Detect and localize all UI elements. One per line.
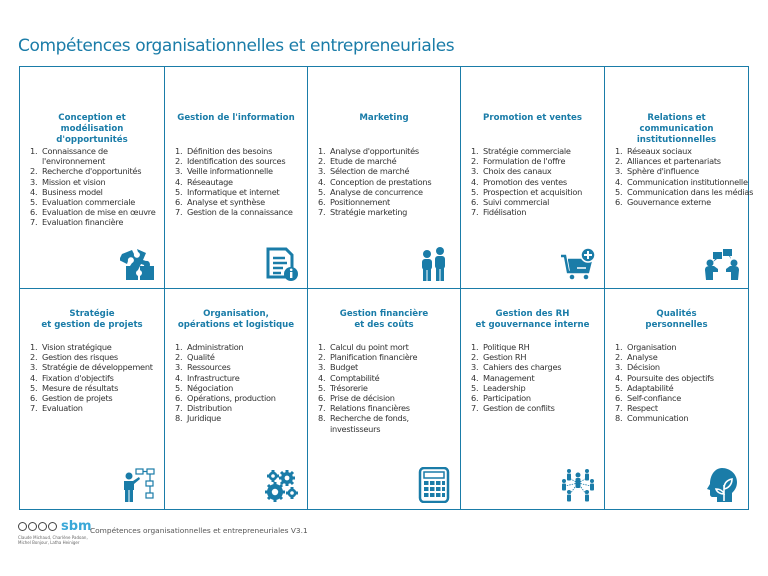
list-item: 4. Business model — [30, 186, 103, 197]
head-leaf-icon — [704, 467, 740, 503]
list-item: 6. Analyse et synthèse — [175, 197, 265, 208]
competence-list — [471, 146, 602, 217]
list-item: 2. Identification des sources — [175, 156, 286, 167]
competence-list — [615, 146, 754, 208]
card-title: Conception et modélisation d'opportunités — [56, 113, 128, 145]
list-item: 6. Self-confiance — [615, 393, 681, 404]
competence-list — [30, 146, 162, 228]
list-item: 5. Prospection et acquisition — [471, 186, 583, 197]
presenter-flowchart-icon — [120, 467, 156, 503]
list-item: 4. Management — [471, 372, 535, 383]
list-item: 1. Organisation — [615, 342, 677, 352]
list-item: 4. Poursuite des objectifs — [615, 372, 714, 383]
list-item: 7. Stratégie marketing — [318, 207, 408, 218]
competence-card — [461, 67, 605, 289]
list-item: 5. Adaptabilité — [615, 382, 674, 393]
list-item: 4. Promotion des ventes — [471, 176, 567, 187]
list-item: 6. Opérations, production — [175, 393, 276, 404]
authors: Claude Michaud, Charlène Padoan, Michel Bonjour, Latha Heiniger — [18, 535, 88, 545]
list-item: 8. Recherche de fonds, investisseurs — [318, 413, 409, 434]
card-title: Stratégie et gestion de projets — [41, 309, 143, 330]
list-item: 2. Formulation de l'offre — [471, 156, 566, 167]
list-item: 7. Respect — [615, 403, 658, 414]
competence-list — [318, 342, 458, 434]
list-item: 3. Décision — [615, 362, 660, 373]
calculator-icon — [416, 467, 452, 503]
list-item: 3. Veille informationnelle — [175, 166, 273, 177]
competence-list — [30, 342, 162, 413]
list-item: 2. Planification financière — [318, 352, 418, 363]
page-title: Compétences organisationnelles et entrepreneuriales — [18, 36, 455, 56]
list-item: 2. Gestion RH — [471, 352, 527, 363]
list-item: 4. Réseautage — [175, 176, 233, 187]
competence-card — [308, 289, 461, 509]
list-item: 4. Conception de prestations — [318, 176, 432, 187]
list-item: 3. Mission et vision — [30, 176, 106, 187]
list-item: 7. Gestion de la connaissance — [175, 207, 293, 218]
competence-card — [165, 67, 308, 289]
list-item: 2. Analyse — [615, 352, 658, 363]
list-item: 4. Communication institutionnelle — [615, 176, 748, 187]
list-item: 3. Sélection de marché — [318, 166, 410, 177]
list-item: 3. Ressources — [175, 362, 231, 373]
list-item: 4. Comptabilité — [318, 372, 380, 383]
list-item: 3. Sphère d'influence — [615, 166, 699, 177]
list-item: 1. Administration — [175, 342, 244, 352]
team-network-icon — [560, 467, 596, 503]
sbm-logo: sbm — [61, 519, 92, 534]
list-item: 1. Politique RH — [471, 342, 530, 352]
document-info-icon — [263, 246, 299, 282]
list-item: 3. Choix des canaux — [471, 166, 552, 177]
list-item: 6. Prise de décision — [318, 393, 395, 404]
list-item: 1. Connaissance de l'environnement — [30, 146, 108, 167]
list-item: 1. Calcul du point mort — [318, 342, 409, 352]
list-item: 7. Distribution — [175, 403, 232, 414]
card-title: Gestion financière et des coûts — [339, 309, 429, 330]
list-item: 3. Cahiers des charges — [471, 362, 562, 373]
list-item: 5. Communication dans les médias — [615, 186, 754, 197]
list-item: 6. Gestion de projets — [30, 393, 113, 404]
gears-icon — [263, 467, 299, 503]
list-item: 5. Leadership — [471, 382, 526, 393]
list-item: 1. Réseaux sociaux — [615, 146, 692, 156]
list-item: 2. Gestion des risques — [30, 352, 118, 363]
list-item: 3. Stratégie de développement — [30, 362, 153, 373]
card-title: Promotion et ventes — [483, 113, 582, 123]
competence-card — [461, 289, 605, 509]
competence-list — [175, 342, 305, 424]
competence-card — [605, 67, 754, 289]
list-item: 7. Evaluation — [30, 403, 83, 414]
list-item: 1. Analyse d'opportunités — [318, 146, 419, 156]
competence-grid — [19, 66, 754, 510]
list-item: 8. Communication — [615, 413, 689, 424]
competence-card — [165, 289, 308, 509]
list-item: 5. Trésorerie — [318, 382, 368, 393]
list-item: 6. Participation — [471, 393, 531, 404]
list-item: 2. Qualité — [175, 352, 215, 363]
list-item: 6. Gouvernance externe — [615, 197, 711, 208]
card-title: Organisation, opérations et logistique — [177, 309, 295, 330]
list-item: 5. Mesure de résultats — [30, 382, 119, 393]
competence-card — [20, 67, 165, 289]
list-item: 7. Relations financières — [318, 403, 410, 414]
competence-list — [615, 342, 746, 424]
competence-card — [605, 289, 748, 509]
card-title: Gestion des RH et gouvernance interne — [475, 309, 590, 330]
puzzle-icon — [120, 246, 156, 282]
list-item: 2. Alliances et partenariats — [615, 156, 721, 167]
list-item: 5. Informatique et internet — [175, 186, 280, 197]
list-item: 2. Recherche d'opportunités — [30, 166, 142, 177]
list-item: 5. Négociation — [175, 382, 234, 393]
list-item: 7. Gestion de conflits — [471, 403, 555, 414]
conversation-icon — [704, 246, 740, 282]
list-item: 3. Budget — [318, 362, 358, 373]
list-item: 6. Positionnement — [318, 197, 391, 208]
footer-text: Compétences organisationnelles et entrepreneuriales V3.1 — [90, 526, 308, 535]
competence-card — [308, 67, 461, 289]
people-talking-icon — [416, 246, 452, 282]
list-item: 4. Fixation d'objectifs — [30, 372, 114, 383]
competence-list — [471, 342, 602, 413]
list-item: 2. Etude de marché — [318, 156, 397, 167]
list-item: 4. Infrastructure — [175, 372, 240, 383]
competence-card — [20, 289, 165, 509]
list-item: 5. Evaluation commerciale — [30, 197, 136, 208]
card-title: Marketing — [359, 113, 409, 123]
list-item: 6. Evaluation de mise en œuvre — [30, 207, 156, 218]
list-item: 1. Vision stratégique — [30, 342, 112, 352]
card-title: Qualités personnelles — [645, 309, 708, 330]
list-item: 6. Suivi commercial — [471, 197, 550, 208]
list-item: 7. Fidélisation — [471, 207, 527, 218]
card-title: Relations et communication institutionnelles — [636, 113, 717, 145]
competence-list — [175, 146, 305, 217]
competence-list — [318, 146, 458, 217]
creative-commons-icon — [18, 522, 58, 533]
list-item: 5. Analyse de concurrence — [318, 186, 423, 197]
shopping-cart-add-icon — [560, 246, 596, 282]
list-item: 8. Juridique — [175, 413, 221, 424]
card-title: Gestion de l'information — [177, 113, 295, 123]
list-item: 1. Stratégie commerciale — [471, 146, 571, 156]
list-item: 7. Evaluation financière — [30, 217, 124, 228]
list-item: 1. Définition des besoins — [175, 146, 273, 156]
